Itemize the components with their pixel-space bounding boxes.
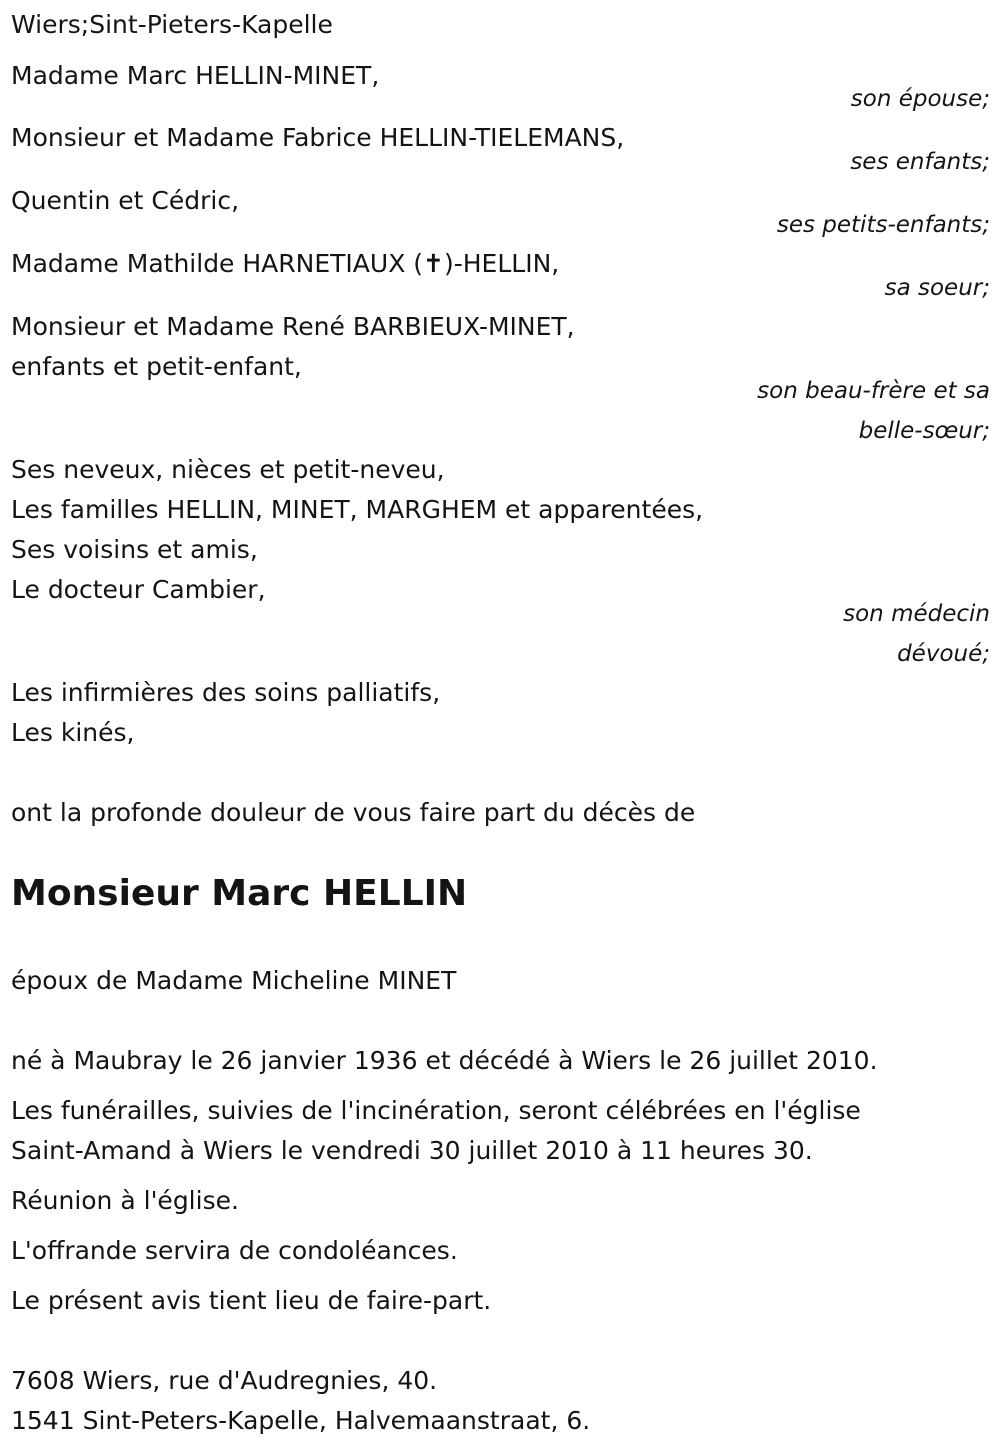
funeral-line-1: Les funérailles, suivies de l'incinération, seront célébrées en l'église [11,1096,861,1125]
role-children: ses enfants; [850,149,990,175]
family-line-nephews: Ses neveux, nièces et petit-neveu, [11,455,445,484]
role-sister: sa soeur; [884,275,990,301]
offering-text: L'offrande servira de condoléances. [11,1236,458,1265]
deceased-spouse: époux de Madame Micheline MINET [11,966,457,995]
family-line-spouse: Madame Marc HELLIN-MINET, [11,61,380,90]
role-doctor-2: dévoué; [897,641,990,667]
address-sint-pieters-kapelle: 1541 Sint-Peters-Kapelle, Halvemaanstraat, 6. [11,1406,591,1435]
family-line-families: Les familles HELLIN, MINET, MARGHEM et apparentées, [11,495,704,524]
role-spouse: son épouse; [850,86,990,112]
family-line-in-laws: Monsieur et Madame René BARBIEUX-MINET, [11,312,575,341]
role-in-laws-1: son beau-frère et sa [757,378,990,404]
role-in-laws-2: belle-sœur; [858,418,990,444]
family-line-nurses: Les infirmières des soins palliatifs, [11,678,441,707]
family-line-grandchildren: Quentin et Cédric, [11,186,240,215]
family-line-sister: Madame Mathilde HARNETIAUX (✝)-HELLIN, [11,249,560,278]
family-line-neighbours: Ses voisins et amis, [11,535,258,564]
notice-text: Le présent avis tient lieu de faire-part. [11,1286,492,1315]
family-line-doctor: Le docteur Cambier, [11,575,266,604]
family-line-in-laws-children: enfants et petit-enfant, [11,352,302,381]
family-line-physios: Les kinés, [11,718,135,747]
funeral-line-2: Saint-Amand à Wiers le vendredi 30 juillet 2010 à 11 heures 30. [11,1136,813,1165]
address-wiers: 7608 Wiers, rue d'Audregnies, 40. [11,1366,438,1395]
deceased-name: Monsieur Marc HELLIN [11,873,468,914]
announcement-text: ont la profonde douleur de vous faire part du décès de [11,798,696,827]
deceased-dates: né à Maubray le 26 janvier 1936 et décédé à Wiers le 26 juillet 2010. [11,1046,878,1075]
role-doctor-1: son médecin [843,601,990,627]
meeting-text: Réunion à l'église. [11,1186,239,1215]
header-place: Wiers;Sint-Pieters-Kapelle [11,10,333,39]
role-grandchildren: ses petits-enfants; [776,212,990,238]
family-line-children: Monsieur et Madame Fabrice HELLIN-TIELEMANS, [11,123,625,152]
